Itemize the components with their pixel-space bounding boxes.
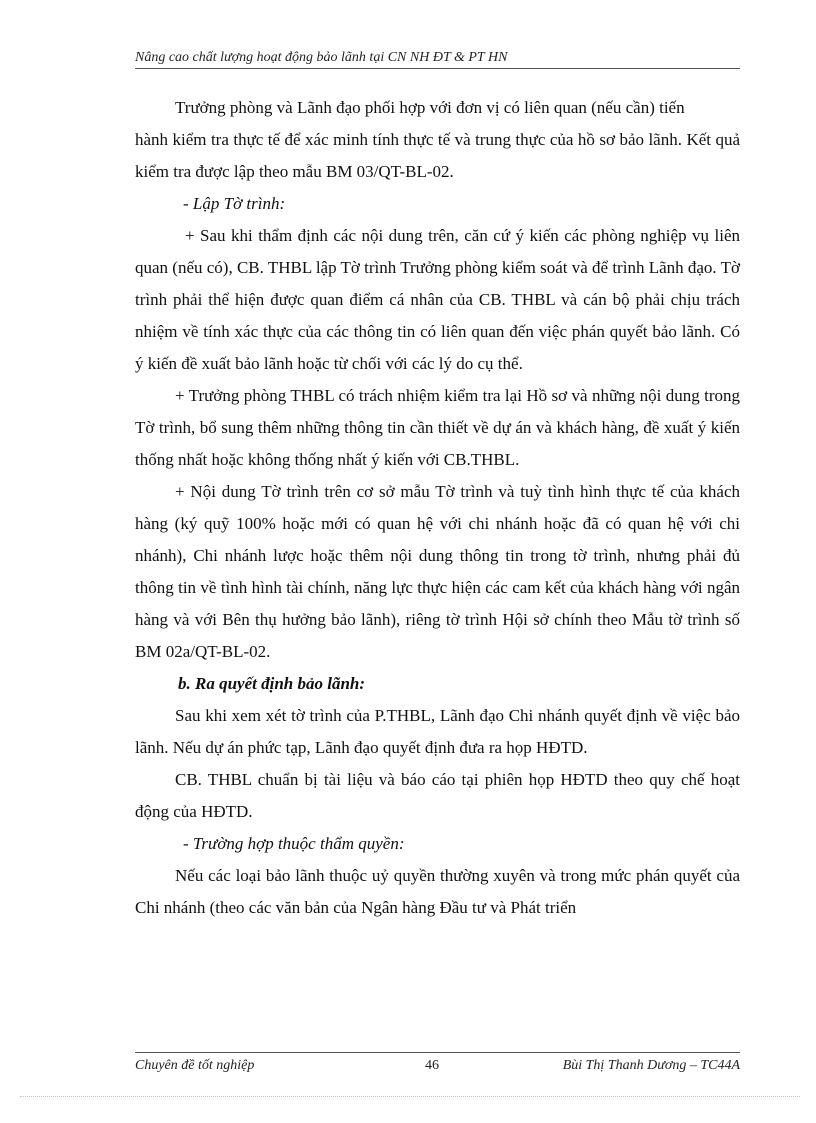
paragraph-2: hành kiểm tra thực tế để xác minh tính thực tế và trung thực của hồ sơ bảo lãnh. Kết quả kiểm tra được lập theo mẫu BM 03/QT-BL-02. [135, 130, 740, 181]
paragraph-5: + Nội dung Tờ trình trên cơ sở mẫu Tờ trình và tuỳ tình hình thực tế của khách hàng (ký quỹ 100% hoặc mới có quan hệ với chi nhánh hoặc đã có quan hệ với chi nhánh), Chi nhánh lược hoặc thêm nội dung thông tin trong tờ trình, nhưng phải đủ thông tin về tình hình tài chính, năng lực thực hiện các cam kết của khách hàng với ngân hàng và với Bên thụ hưởng bảo lãnh), riêng tờ trình Hội sở chính theo Mẫu tờ trình số BM 02a/QT-BL-02. [135, 482, 740, 661]
document-body [135, 92, 740, 924]
page-edge-dotted-line [20, 1096, 800, 1097]
subheading-lap-to-trinh: - Lập Tờ trình: [183, 194, 286, 213]
paragraph-3: + Sau khi thẩm định các nội dung trên, căn cứ ý kiến các phòng nghiệp vụ liên quan (nếu có), CB. THBL lập Tờ trình Trưởng phòng kiểm soát và để trình Lãnh đạo. Tờ trình phải thể hiện được quan điểm cá nhân của CB. THBL và cán bộ phải chịu trách nhiệm về tính xác thực của các thông tin có liên quan đến việc phán quyết bảo lãnh. Có ý kiến đề xuất bảo lãnh hoặc từ chối với các lý do cụ thể. [135, 226, 740, 373]
paragraph-8: Nếu các loại bảo lãnh thuộc uỷ quyền thường xuyên và trong mức phán quyết của Chi nhánh (theo các văn bản của Ngân hàng Đầu tư và Phát triển [135, 866, 740, 917]
footer-rule [135, 1052, 740, 1053]
paragraph-1: Trưởng phòng và Lãnh đạo phối hợp với đơn vị có liên quan (nếu cần) tiến [175, 98, 685, 117]
page-number: 46 [425, 1058, 439, 1073]
subheading-truong-hop: - Trường hợp thuộc thẩm quyền: [183, 834, 405, 853]
footer-author: Bùi Thị Thanh Dương – TC44A [562, 1058, 740, 1073]
paragraph-6: Sau khi xem xét tờ trình của P.THBL, Lãnh đạo Chi nhánh quyết định về việc bảo lãnh. Nếu dự án phức tạp, Lãnh đạo quyết định đưa ra họp HĐTD. [135, 706, 740, 757]
footer-left-text: Chuyên đề tốt nghiệp [135, 1058, 255, 1073]
running-header: Nâng cao chất lượng hoạt động bảo lãnh tại CN NH ĐT & PT HN [135, 50, 508, 65]
header-rule [135, 68, 740, 69]
running-footer [135, 1058, 740, 1078]
paragraph-7: CB. THBL chuẩn bị tài liệu và báo cáo tại phiên họp HĐTD theo quy chế hoạt động của HĐTD. [135, 770, 740, 821]
section-heading-b: b. Ra quyết định bảo lãnh: [178, 674, 366, 693]
paragraph-4: + Trưởng phòng THBL có trách nhiệm kiểm tra lại Hồ sơ và những nội dung trong Tờ trình, bổ sung thêm những thông tin cần thiết về dự án và khách hàng, đề xuất ý kiến thống nhất hoặc không thống nhất ý kiến với CB.THBL. [135, 386, 740, 469]
